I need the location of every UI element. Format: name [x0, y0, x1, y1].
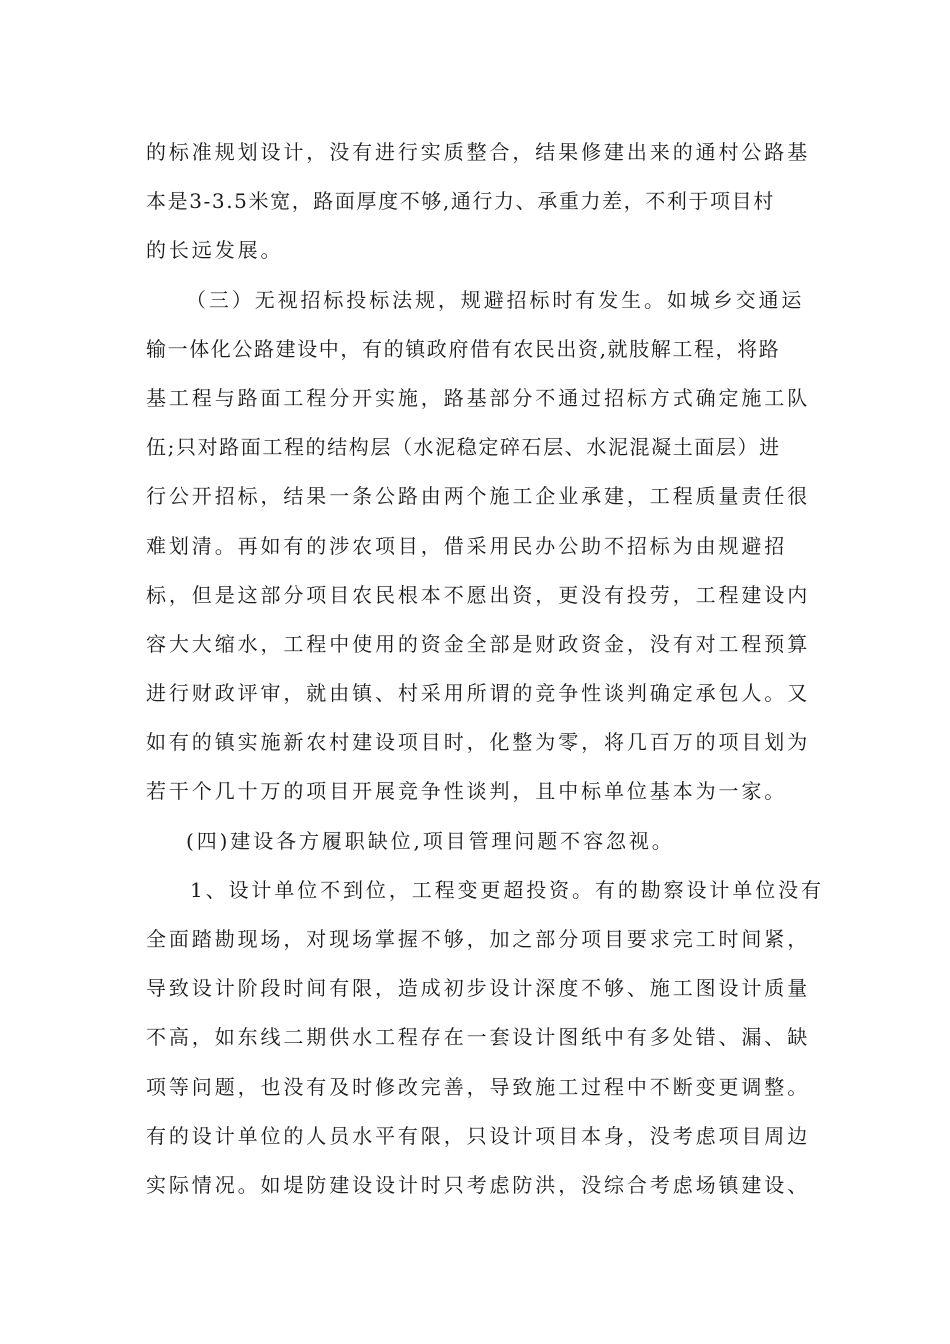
section-heading-3: （三）无视招标投标法规，规避招标时有发生。如城乡交通运 [186, 287, 805, 312]
text-line: 不高，如东线二期供水工程存在一套设计图纸中有多处错、漏、缺 [146, 1025, 811, 1050]
text-line: 导致设计阶段时间有限，造成初步设计深度不够、施工图设计质量 [146, 976, 811, 1001]
text-line: 行公开招标，结果一条公路由两个施工企业承建，工程质量责任很 [146, 484, 811, 509]
text-line: 基工程与路面工程分开实施，路基部分不通过招标方式确定施工队 [146, 385, 811, 410]
text-line: 输一体化公路建设中，有的镇政府借有农民出资,就肢解工程，将路 [146, 336, 781, 361]
text-line: 伍;只对路面工程的结构层（水泥稳定碎石层、水泥混凝土面层）进 [146, 435, 781, 460]
text-line: 进行财政评审，就由镇、村采用所谓的竞争性谈判确定承包人。又 [146, 681, 811, 706]
text-line: 有的设计单位的人员水平有限，只设计项目本身，没考虑项目周边 [146, 1123, 811, 1148]
subsection-heading-1: 1、设计单位不到位，工程变更超投资。有的勘察设计单位没有 [190, 877, 824, 902]
text-line: 项等问题，也没有及时修改完善，导致施工过程中不断变更调整。 [146, 1074, 811, 1099]
text-line: 容大大缩水，工程中使用的资金全部是财政资金，没有对工程预算 [146, 631, 811, 656]
text-line: 的长远发展。 [146, 238, 284, 263]
text-line: 实际情况。如堤防建设设计时只考虑防洪，没综合考虑场镇建设、 [146, 1172, 811, 1197]
text-line: 难划清。再如有的涉农项目，借采用民办公助不招标为由规避招 [146, 533, 788, 558]
text-line: 若干个几十万的项目开展竞争性谈判，且中标单位基本为一家。 [146, 779, 788, 804]
text-line: 的标准规划设计，没有进行实质整合，结果修建出来的通村公路基 [146, 140, 811, 164]
document-body [146, 128, 824, 1210]
text-line: 标，但是这部分项目农民根本不愿出资，更没有投劳，工程建设内 [146, 582, 811, 607]
text-line: 如有的镇实施新农村建设项目时，化整为零，将几百万的项目划为 [146, 730, 811, 755]
text-line: 本是3-3.5米宽，路面厚度不够,通行力、承重力差，不利于项目村 [146, 189, 775, 214]
section-heading-4: (四)建设各方履职缺位,项目管理问题不容忽视。 [186, 828, 675, 853]
text-line: 全面踏勘现场，对现场掌握不够，加之部分项目要求完工时间紧， [146, 927, 811, 951]
